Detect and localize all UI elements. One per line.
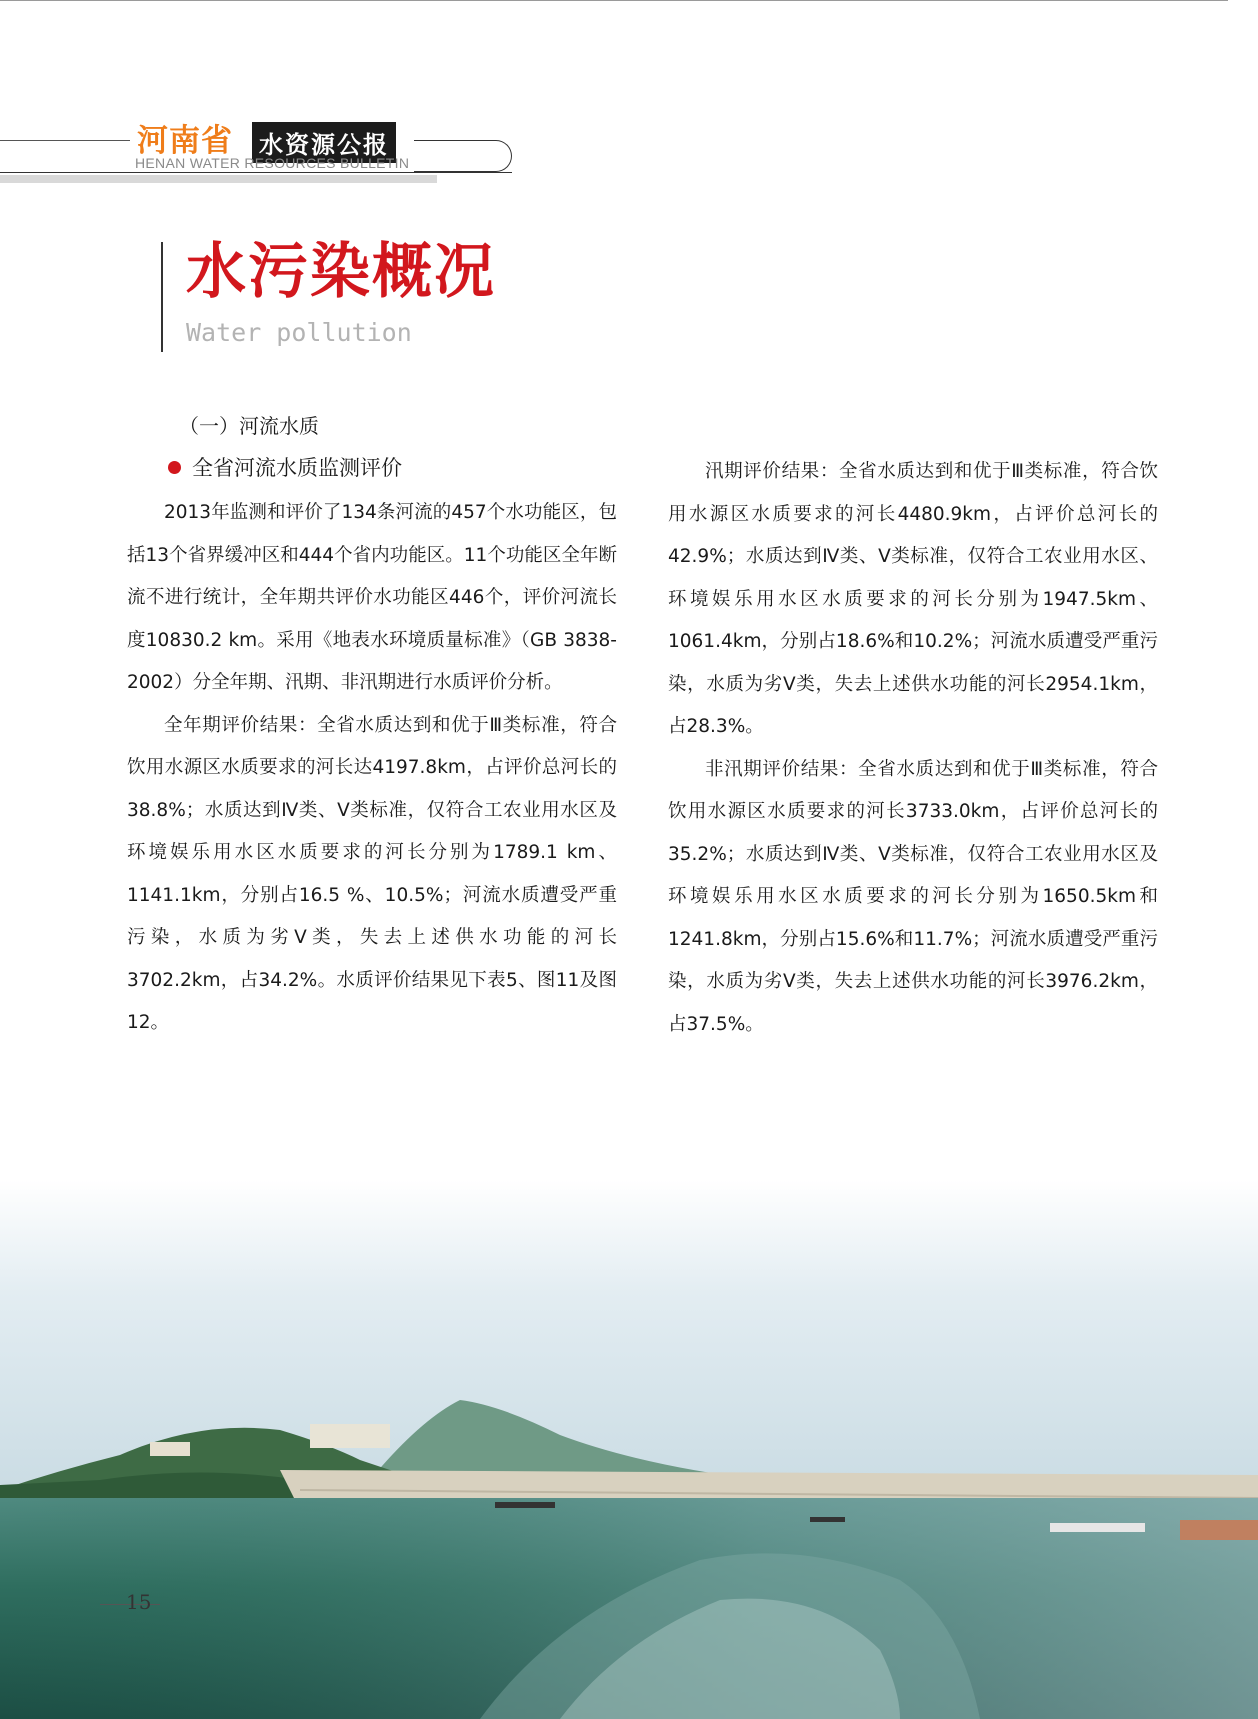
header-subtitle: HENAN WATER RESOURCES BULLETIN <box>135 155 410 171</box>
bullet-dot-icon <box>168 461 181 474</box>
header-title-bulletin: 水资源公报 <box>252 122 396 163</box>
section-title-bar <box>161 242 163 352</box>
header-title-province: 河南省 <box>135 115 235 160</box>
section-title: 水污染概况 <box>186 237 496 307</box>
reservoir-photo <box>0 1180 1258 1719</box>
section-title-english: Water pollution <box>186 318 412 347</box>
left-column <box>127 492 617 1045</box>
paragraph: 非汛期评价结果：全省水质达到和优于Ⅲ类标准，符合饮用水源区水质要求的河长3733.0km，占评价总河长的35.2%；水质达到Ⅳ类、Ⅴ类标准，仅符合工农业用水区及环境娱乐用水区水质要求的河长分别为1650.5km和1241.8km，分别占15.6%和11.7%；河流水质遭受严重污染，水质为劣Ⅴ类，失去上述供水功能的河长3976.2km，占37.5%。 <box>668 758 1158 1035</box>
bullet-heading-text: 全省河流水质监测评价 <box>192 456 402 480</box>
header-pill-outline <box>414 140 512 172</box>
paragraph: 2013年监测和评价了134条河流的457个水功能区，包括13个省界缓冲区和444个省内功能区。11个功能区全年断流不进行统计，全年期共评价水功能区446个，评价河流长度10830.2 km。采用《地表水环境质量标准》（GB 3838-2002）分全年期、汛期、非汛期进行水质评价分析。 <box>127 502 617 693</box>
header-rule-top <box>0 140 130 141</box>
top-rule <box>0 0 1228 1</box>
subsection-heading: （一）河流水质 <box>179 414 319 438</box>
right-column <box>668 451 1158 1046</box>
header-rule <box>0 172 512 173</box>
paragraph: 全年期评价结果：全省水质达到和优于Ⅲ类标准，符合饮用水源区水质要求的河长达4197.8km，占评价总河长的 38.8%；水质达到Ⅳ类、Ⅴ类标准，仅符合工农业用水区及环境娱乐用水区水质要求的河长分别为1789.1 km、1141.1km，分别占16.5 %、10.5%；河流水质遭受严重污染，水质为劣Ⅴ类，失去上述供水功能的河长3702.2km，占34.2%。水质评价结果见下表5、图11及图12。 <box>127 714 617 1033</box>
bullet-heading <box>168 452 402 482</box>
header-shadow-bar <box>0 175 437 183</box>
paragraph: 汛期评价结果：全省水质达到和优于Ⅲ类标准，符合饮用水源区水质要求的河长4480.9km，占评价总河长的42.9%；水质达到Ⅳ类、Ⅴ类标准，仅符合工农业用水区、环境娱乐用水区水质要求的河长分别为1947.5km、1061.4km，分别占18.6%和10.2%；河流水质遭受严重污染，水质为劣Ⅴ类，失去上述供水功能的河长2954.1km，占28.3%。 <box>668 461 1158 737</box>
page-number: 15 <box>126 1590 152 1614</box>
